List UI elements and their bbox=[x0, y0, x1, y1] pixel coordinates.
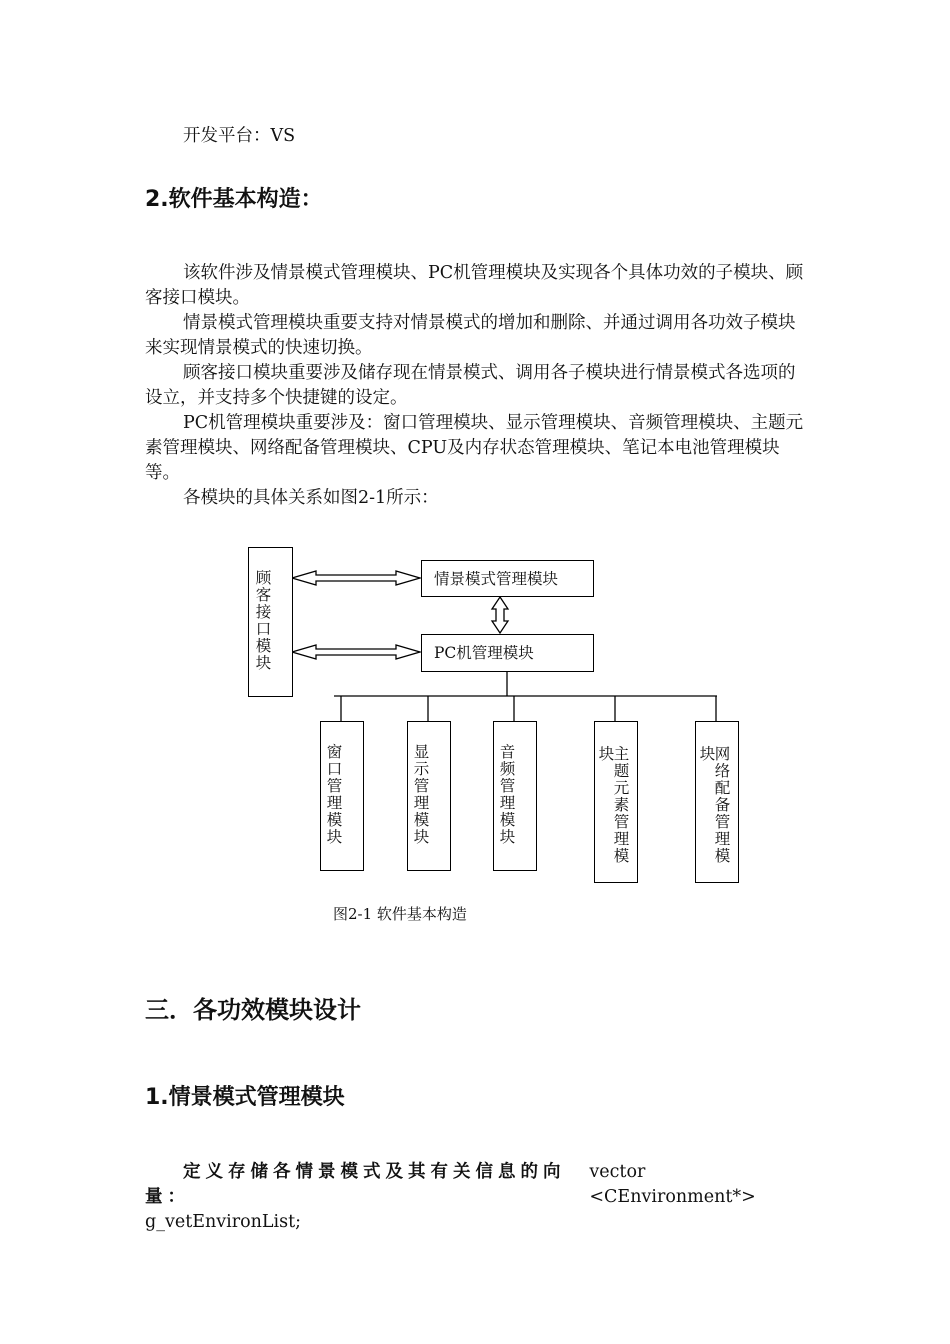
window-module-box bbox=[320, 721, 364, 871]
vector-definition-type: vector <CEnvironment*> bbox=[589, 1162, 756, 1207]
audio-module-box bbox=[493, 721, 537, 871]
scene-mode-module-label: 情景模式管理模块 bbox=[434, 570, 559, 588]
paragraph-diagram-intro: 各模块的具体关系如图2-1所示： bbox=[183, 488, 439, 508]
display-module-label: 显示管理模块 bbox=[413, 743, 430, 846]
audio-module-label: 音频管理模块 bbox=[499, 743, 516, 846]
section-heading-scene-mode-manager: 1.情景模式管理模块 bbox=[145, 1085, 345, 1110]
vector-definition bbox=[145, 1160, 807, 1235]
user-interface-module-label: 顾客接口模块 bbox=[255, 569, 272, 672]
pc-manager-module-label: PC机管理模块 bbox=[434, 644, 534, 662]
user-interface-module-box bbox=[248, 547, 293, 697]
window-module-label: 窗口管理模块 bbox=[326, 743, 343, 846]
display-module-box bbox=[407, 721, 451, 871]
theme-module-suffix: 块 bbox=[598, 745, 615, 763]
network-module-label: 网络配备管理模 bbox=[714, 745, 731, 865]
paragraph-scene-mode: 情景模式管理模块重要支持对情景模式的增加和删除、并通过调用各功效子模块来实现情景模式的快速切换。 bbox=[145, 313, 796, 358]
platform-line: 开发平台：VS bbox=[183, 126, 296, 146]
vector-definition-label: 定义存储各情景模式及其有关信息的向量： bbox=[145, 1162, 566, 1207]
paragraph-modules-overview: 该软件涉及情景模式管理模块、PC机管理模块及实现各个具体功效的子模块、顾客接口模块。 bbox=[145, 263, 804, 308]
scene-mode-module-box bbox=[421, 560, 594, 597]
vector-definition-name: g_vetEnvironList; bbox=[145, 1212, 302, 1232]
paragraph-user-interface: 顾客接口模块重要涉及储存现在情景模式、调用各子模块进行情景模式各选项的设立，并支持多个快捷键的设定。 bbox=[145, 363, 796, 408]
section-heading-module-design: 三．各功效模块设计 bbox=[145, 996, 361, 1024]
theme-module-label: 主题元素管理模 bbox=[613, 745, 630, 865]
network-module-suffix: 块 bbox=[699, 745, 716, 763]
pc-manager-module-box bbox=[421, 634, 594, 672]
network-module-box bbox=[695, 721, 739, 883]
theme-module-box bbox=[594, 721, 638, 883]
figure-caption: 图2-1 软件基本构造 bbox=[333, 905, 467, 923]
paragraph-pc-manager: PC机管理模块重要涉及：窗口管理模块、显示管理模块、音频管理模块、主题元素管理模块、网络配备管理模块、CPU及内存状态管理模块、笔记本电池管理模块等。 bbox=[145, 413, 804, 483]
arrow-ui-scene bbox=[292, 571, 420, 585]
section-heading-software-structure: 2.软件基本构造： bbox=[145, 187, 323, 212]
arrow-scene-pc bbox=[492, 597, 508, 633]
arrow-ui-pc bbox=[292, 645, 420, 659]
